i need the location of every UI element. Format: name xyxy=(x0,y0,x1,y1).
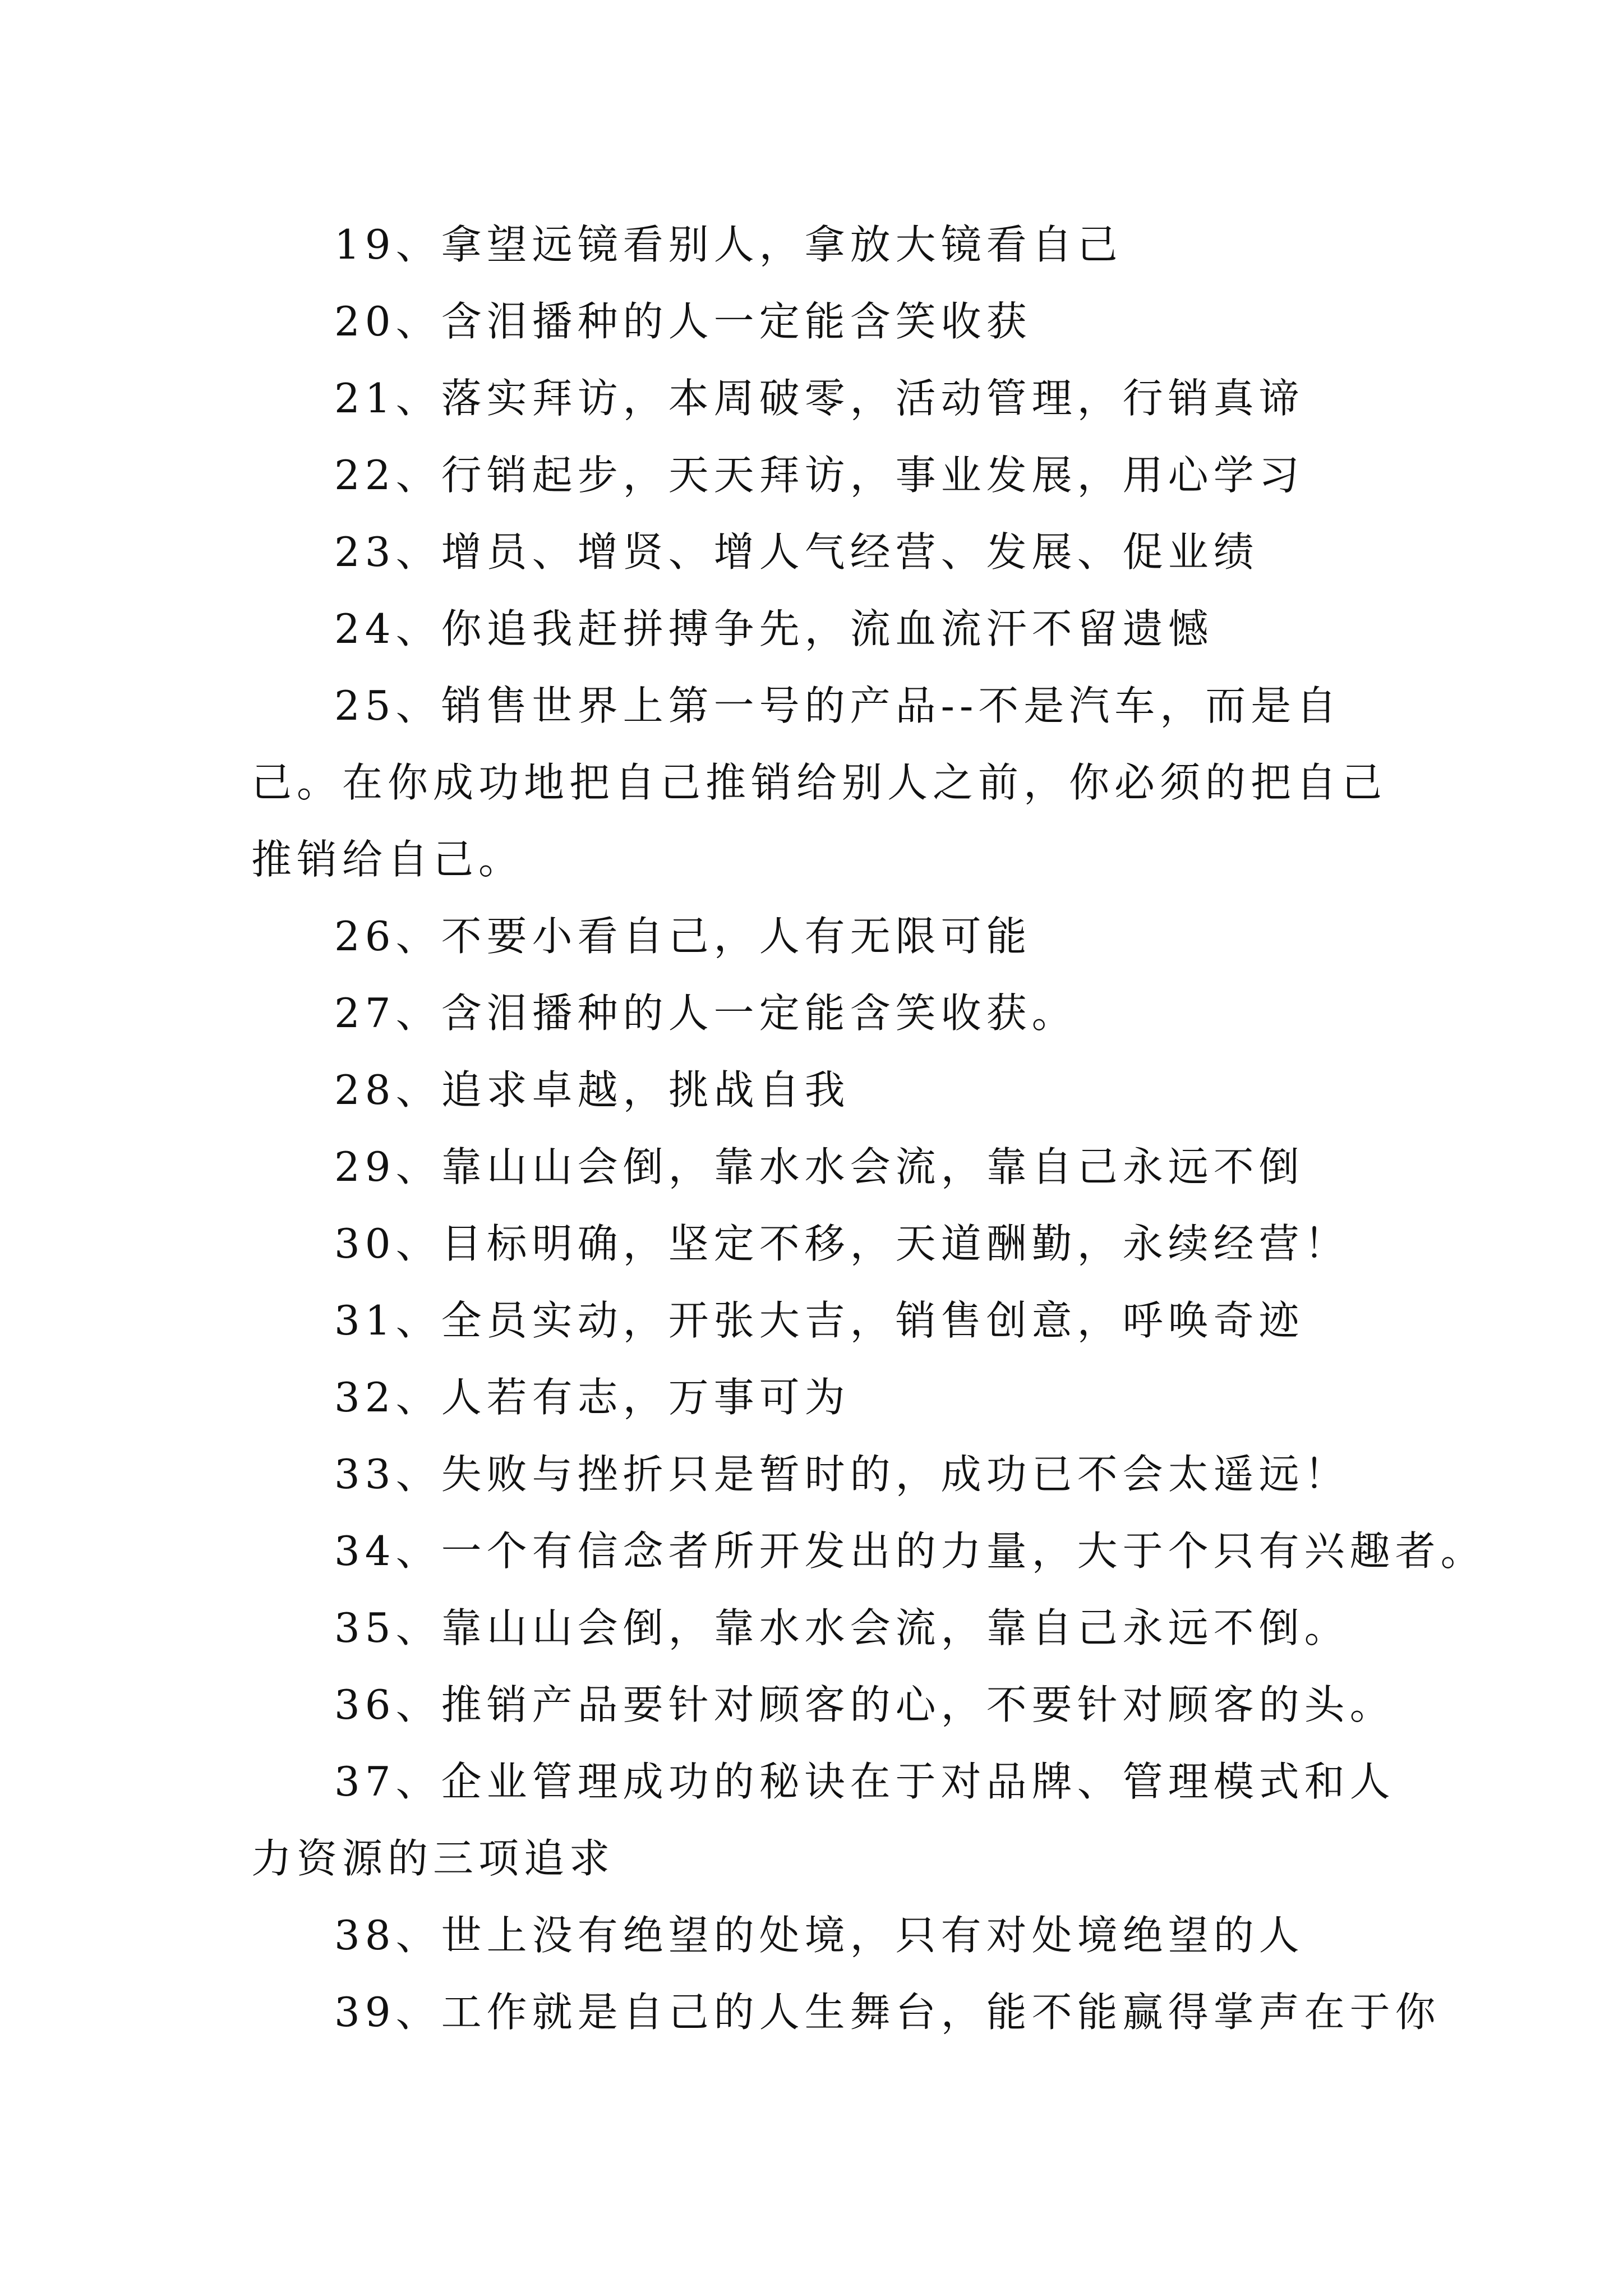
paragraph-33: 33、失败与挫折只是暂时的，成功已不会太遥远！ xyxy=(334,1451,1350,1498)
paragraph-27: 27、含泪播种的人一定能含笑收获。 xyxy=(334,990,1077,1037)
paragraph-36: 36、推销产品要针对顾客的心，不要针对顾客的头。 xyxy=(334,1681,1395,1728)
document-body xyxy=(251,206,1486,2051)
paragraph-39: 39、工作就是自己的人生舞台，能不能赢得掌声在于你 xyxy=(334,1989,1441,2036)
paragraph-32: 32、人若有志，万事可为 xyxy=(334,1374,850,1421)
paragraph-25: 25、销售世界上第一号的产品--不是汽车，而是自己。在你成功地把自己推销给别人之前，你必须的把自己推销给自己。 xyxy=(251,682,1387,883)
paragraph-29: 29、靠山山会倒，靠水水会流，靠自己永远不倒 xyxy=(334,1143,1304,1190)
paragraph-38: 38、世上没有绝望的处境，只有对处境绝望的人 xyxy=(334,1912,1304,1959)
paragraph-37: 37、企业管理成功的秘诀在于对品牌、管理模式和人力资源的三项追求 xyxy=(251,1758,1395,1882)
paragraph-30: 30、目标明确，坚定不移，天道酬勤，永续经营！ xyxy=(334,1220,1350,1267)
paragraph-21: 21、落实拜访，本周破零，活动管理，行销真谛 xyxy=(334,375,1304,422)
paragraph-26: 26、不要小看自己，人有无限可能 xyxy=(334,913,1032,960)
paragraph-34: 34、一个有信念者所开发出的力量，大于个只有兴趣者。 xyxy=(334,1527,1486,1575)
paragraph-19: 19、拿望远镜看别人，拿放大镜看自己 xyxy=(334,221,1123,268)
paragraph-20: 20、含泪播种的人一定能含笑收获 xyxy=(334,298,1032,345)
paragraph-28: 28、追求卓越，挑战自我 xyxy=(334,1066,850,1114)
paragraph-24: 24、你追我赶拼搏争先，流血流汗不留遗憾 xyxy=(334,605,1214,652)
paragraph-35: 35、靠山山会倒，靠水水会流，靠自己永远不倒。 xyxy=(334,1604,1350,1651)
paragraph-31: 31、全员实动，开张大吉，销售创意，呼唤奇迹 xyxy=(334,1297,1304,1344)
paragraph-22: 22、行销起步，天天拜访，事业发展，用心学习 xyxy=(334,452,1304,499)
paragraph-23: 23、增员、增贤、增人气经营、发展、促业绩 xyxy=(334,528,1259,576)
